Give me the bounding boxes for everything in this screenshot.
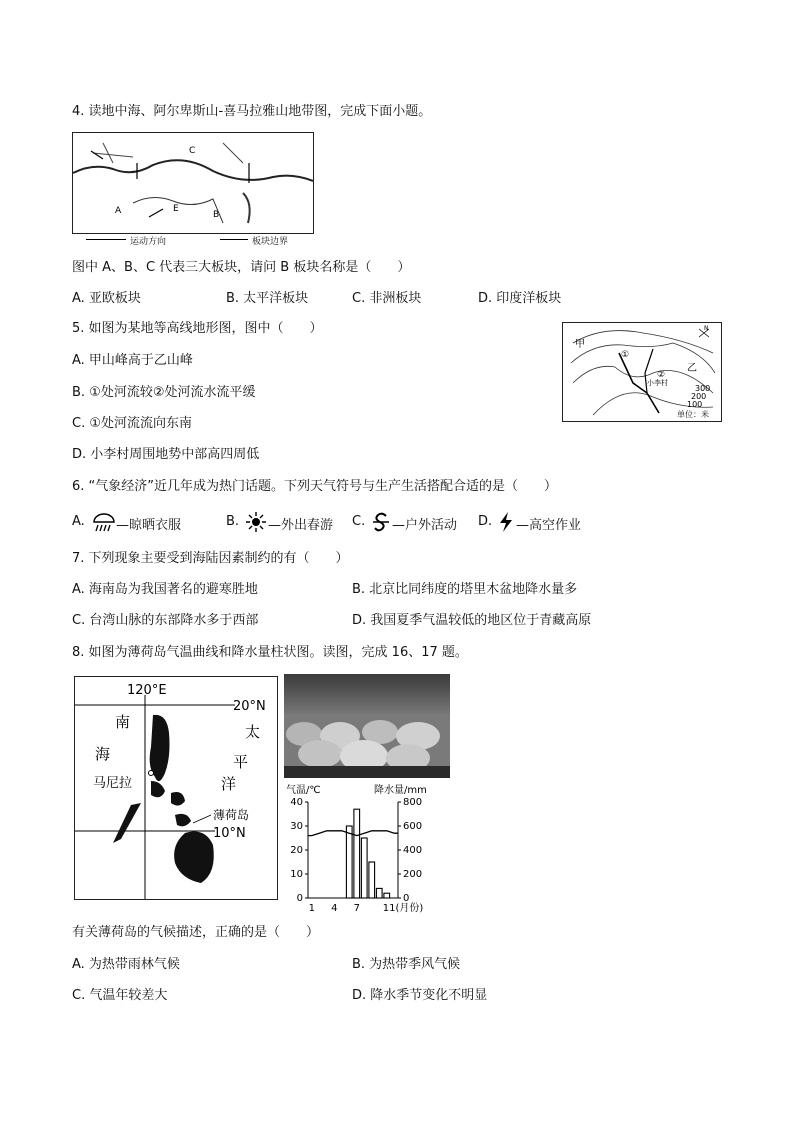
q4-option-c[interactable]: C. 非洲板块	[352, 291, 422, 306]
q6-option-d-text: —高空作业	[516, 518, 582, 533]
map-lat-20n: 20°N	[233, 699, 266, 714]
map-lon-120e: 120°E	[127, 683, 167, 698]
legend-boundary: 板块边界	[252, 237, 289, 247]
q6-options	[72, 512, 722, 532]
q8-option-c[interactable]: C. 气温年较差大	[72, 988, 168, 1003]
chart-tick-label-x: 7	[353, 903, 360, 914]
q7-option-b[interactable]: B. 北京比同纬度的塔里木盆地降水量多	[352, 582, 578, 597]
temperature-curve	[308, 831, 398, 836]
chart-ylabel-right: 降水量/mm	[374, 785, 427, 796]
chart-tick-label-left: 30	[290, 821, 303, 832]
precipitation-bar	[361, 838, 367, 898]
q6-option-c-text: —户外活动	[392, 518, 458, 533]
chart-tick-label-right: 200	[403, 869, 423, 880]
q4-stem: 4. 读地中海、阿尔卑斯山-喜马拉雅山地带图，完成下面小题。	[72, 104, 432, 119]
plate-map-legend	[86, 234, 316, 246]
q7-option-a[interactable]: A. 海南岛为我国著名的避寒胜地	[72, 582, 258, 597]
contour-100: 100	[687, 400, 703, 409]
q6-option-c-letter[interactable]: C.	[352, 514, 366, 529]
lightning-icon	[498, 512, 514, 532]
unit-label: 单位：米	[677, 410, 709, 419]
contour-map	[562, 322, 722, 422]
philippines-map	[74, 676, 278, 900]
chart-tick-label-left: 40	[290, 797, 303, 808]
peak-yi: 乙	[687, 363, 697, 374]
q6-option-d-letter[interactable]: D.	[478, 514, 493, 529]
q7-option-d[interactable]: D. 我国夏季气温较低的地区位于青藏高原	[352, 613, 592, 628]
map-lat-10n: 10°N	[213, 826, 246, 841]
q5-option-c[interactable]: C. ①处河流流向东南	[72, 416, 192, 431]
q6-stem: 6. “气象经济”近几年成为热门话题。下列天气符号与生产生活搭配合适的是（ ）	[72, 479, 558, 494]
village-label: 小李村	[647, 379, 668, 387]
q8-option-d[interactable]: D. 降水季节变化不明显	[352, 988, 488, 1003]
q5-option-d[interactable]: D. 小李村周围地势中部高四周低	[72, 447, 260, 462]
chart-tick-label-left: 0	[296, 893, 303, 904]
q6-option-b-letter[interactable]: B.	[226, 514, 240, 529]
chart-tick-label-left: 20	[290, 845, 303, 856]
point-1: ①	[621, 350, 630, 360]
q4-option-d[interactable]: D. 印度洋板块	[478, 291, 562, 306]
plate-label-b: B	[213, 210, 220, 220]
plate-label-a: A	[115, 206, 122, 216]
chart-tick-label-x: 1	[308, 903, 315, 914]
q8-sub-question: 有关薄荷岛的气候描述，正确的是（ ）	[72, 925, 320, 940]
q8-stem: 8. 如图为薄荷岛气温曲线和降水量柱状图。读图，完成 16、17 题。	[72, 645, 468, 660]
map-island: 薄荷岛	[213, 808, 250, 822]
plate-label-e: E	[173, 204, 179, 214]
q6-option-b-text: —外出春游	[268, 518, 334, 533]
precipitation-bar	[376, 888, 382, 898]
precipitation-bar	[346, 826, 352, 898]
map-manila: 马尼拉	[93, 776, 133, 791]
north-label: N	[704, 325, 709, 332]
precipitation-bar	[369, 862, 375, 898]
boundary-line-icon	[220, 239, 248, 240]
q4-sub-question: 图中 A、B、C 代表三大板块，请问 B 板块名称是（ ）	[72, 260, 411, 275]
precipitation-bar	[354, 809, 360, 898]
chart-tick-label-right: 0	[403, 893, 410, 904]
q4-option-b[interactable]: B. 太平洋板块	[226, 291, 309, 306]
q7-stem: 7. 下列现象主要受到海陆因素制约的有（ ）	[72, 551, 349, 566]
plate-map	[72, 132, 314, 234]
contour-200: 200	[691, 392, 707, 401]
point-2: ②	[657, 370, 666, 380]
chart-tick-label-x: 11(月份)	[382, 903, 424, 914]
q7-option-c[interactable]: C. 台湾山脉的东部降水多于西部	[72, 613, 259, 628]
q5-stem: 5. 如图为某地等高线地形图，图中（ ）	[72, 321, 323, 336]
chart-tick-label-right: 800	[403, 797, 423, 808]
q8-option-a[interactable]: A. 为热带雨林气候	[72, 957, 180, 972]
q6-option-a-letter[interactable]: A.	[72, 514, 85, 529]
chart-tick-label-right: 600	[403, 821, 423, 832]
chart-tick-label-right: 400	[403, 845, 423, 856]
plate-label-c: C	[189, 146, 196, 156]
map-yang: 洋	[221, 775, 237, 793]
chart-ylabel-left: 气温/℃	[286, 785, 321, 796]
chart-tick-label-x: 4	[331, 903, 338, 914]
map-ping: 平	[233, 753, 249, 771]
sun-rain-icon	[92, 512, 116, 532]
chart-tick-label-left: 10	[290, 869, 303, 880]
chocolate-hills-photo	[284, 674, 450, 778]
precipitation-bar	[384, 893, 390, 898]
sunny-icon	[246, 512, 266, 532]
q6-option-a-text: —晾晒衣服	[116, 518, 182, 533]
peak-jia: 甲	[575, 339, 585, 350]
map-nan: 南	[115, 713, 131, 731]
q5-option-b[interactable]: B. ①处河流较②处河流水流平缓	[72, 385, 256, 400]
q4-option-a[interactable]: A. 亚欧板块	[72, 291, 141, 306]
map-hai: 海	[95, 745, 111, 763]
legend-motion: 运动方向	[130, 237, 167, 247]
map-tai: 太	[245, 723, 261, 741]
sandstorm-icon	[372, 512, 390, 532]
q5-option-a[interactable]: A. 甲山峰高于乙山峰	[72, 353, 193, 368]
climate-chart	[282, 780, 452, 916]
q8-option-b[interactable]: B. 为热带季风气候	[352, 957, 461, 972]
contour-300: 300	[695, 384, 711, 393]
motion-arrow-icon	[86, 239, 126, 240]
